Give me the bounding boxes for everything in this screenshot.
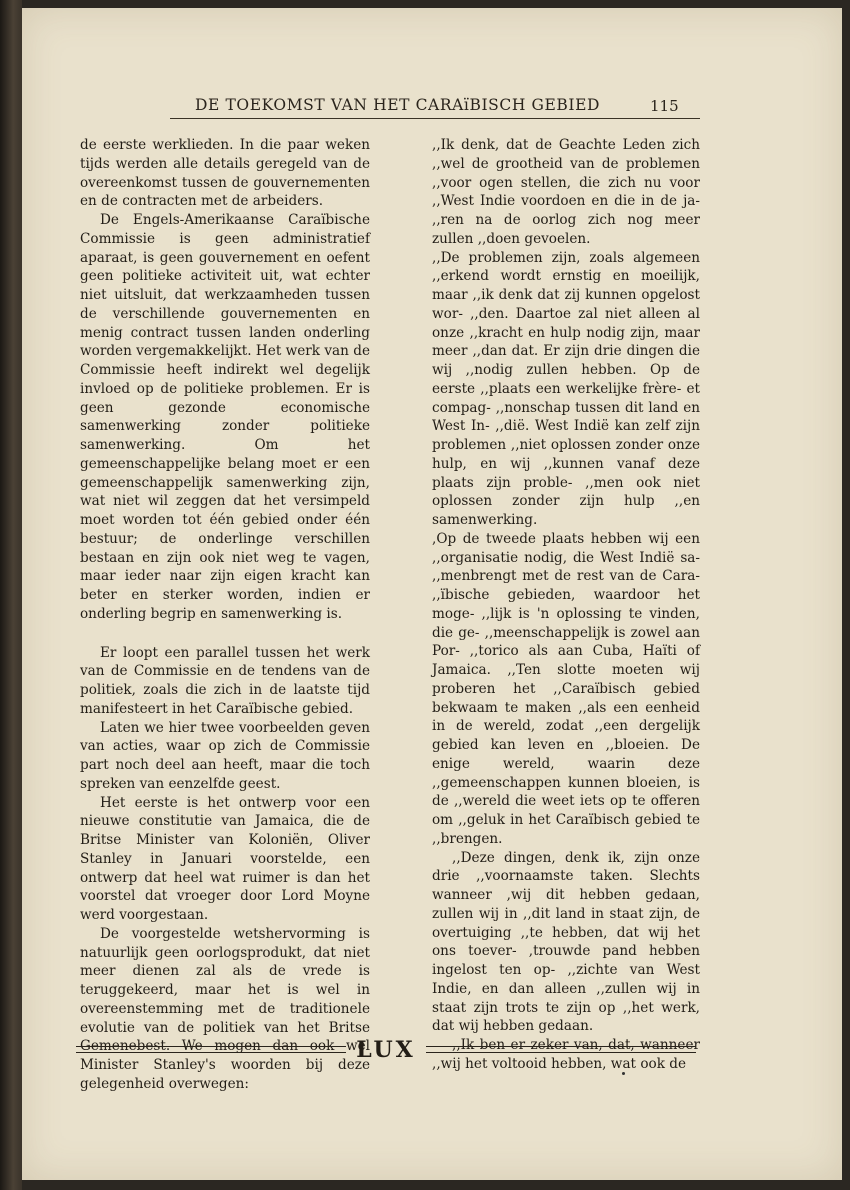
lux-logo: LUX	[356, 1037, 416, 1063]
quote-paragraph: ,,Ik denk, dat de Geachte Leden zich ,,wel de grootheid van de problemen ,,voor ogen stellen, die zich nu voor ,,West Indie voordoen en die in de ja- ,,ren na de oorlog zich nog meer zullen ,,doen gevoelen.	[432, 137, 700, 247]
paragraph: De voorgestelde wetshervorming is natuurlijk geen oorlogsprodukt, dat niet meer dienen zal als de vrede is teruggekeerd, maar het is wel in overeenstemming met de traditionele evolutie van de politiek van het Britse Gemenebest. We mogen dan ook wel Minister Stanley's woorden bij deze gelegenheid overwegen:	[80, 925, 370, 1092]
header-rule	[170, 118, 700, 119]
footer-rule-right	[426, 1046, 696, 1053]
footer	[76, 1037, 696, 1063]
right-column	[432, 136, 700, 1074]
paragraph: Laten we hier twee voorbeelden geven van acties, waar op zich de Commissie part noch deel aan heeft, maar die toch spreken van eenzelfde geest.	[80, 719, 370, 792]
book-spine	[0, 0, 22, 1190]
quote-paragraph: ,,De problemen zijn, zoals algemeen ,,erkend wordt ernstig en moeilijk, maar ,,ik denk dat zij kunnen opgelost wor- ,,den. Daartoe zal niet alleen al onze ,,kracht en hulp nodig zijn, maar meer ,,dan dat. Er zijn drie dingen die wij ,,nodig zullen hebben. Op de eerste ,,plaats een werkelijke frère- et compag- ,,nonschap tussen dit land en West In- ,,dië. West Indië kan zelf zijn problemen ,,niet oplossen zonder onze hulp, en wij ,,kunnen vanaf deze plaats zijn proble- ,,men ook niet oplossen zonder zijn hulp ,,en samenwerking.	[432, 249, 700, 528]
footer-rule-left	[76, 1046, 346, 1053]
ink-speck	[622, 1072, 625, 1075]
running-head: DE TOEKOMST VAN HET CARAïBISCH GEBIED	[195, 96, 601, 114]
paragraph: Het eerste is het ontwerp voor een nieuwe constitutie van Jamaica, die de Britse Minister van Koloniën, Oliver Stanley in Januari voorstelde, een ontwerp dat heel wat ruimer is dan het voorstel dat vroeger door Lord Moyne werd voorgestaan.	[80, 794, 370, 923]
paragraph: De Engels-Amerikaanse Caraïbische Commissie is geen administratief aparaat, is geen gouvernement en oefent geen politieke activiteit uit, wat echter niet uitsluit, dat werkzaamheden tussen de verschillende gouvernementen en menig contract tussen landen onderling worden vergemakkelijkt. Het werk van de Commissie heeft indirekt wel degelijk invloed op de politieke problemen. Er is geen gezonde economische samenwerking zonder politieke samenwerking. Om het gemeenschappelijke belang moet er een gemeenschappelijk samenwerking zijn, wat niet wil zeggen dat het versimpeld moet worden tot één gebied onder één bestuur; de onderlinge verschillen bestaan en zijn ook niet weg te vagen, maar ieder naar zijn eigen kracht kan beter en sterker worden, indien er onderling begrip en samenwerking is.	[80, 212, 370, 622]
quote-paragraph: ,,Deze dingen, denk ik, zijn onze drie ,,voornaamste taken. Slechts wanneer ,wij dit hebben gedaan, zullen wij in ,,dit land in staat zijn, de overtuiging ,,te hebben, dat wij het ons toever- ,trouwde pand hebben ingelost ten op- ,,zichte van West Indie, en dan alleen ,,zullen wij in staat zijn trots te zijn op ,,het werk, dat wij hebben gedaan.	[432, 849, 700, 1035]
quote-paragraph: ,Op de tweede plaats hebben wij een ,,organisatie nodig, die West Indië sa- ,,menbrengt met de rest van de Cara- ,,ïbische gebieden, waardoor het moge- ,,lijk is 'n oplossing te vinden, die ge- ,,meenschappelijk is zowel aan Por- ,,torico als aan Cuba, Haïti of Jamaica. ,,Ten slotte moeten wij proberen het ,,Caraïbisch gebied bekwaam te maken ,,als een eenheid in de wereld, zodat ,,een dergelijk gebied kan leven en ,,bloeien. De enige wereld, waarin deze ,,gemeenschappen kunnen bloeien, is de ,,wereld die weet iets op te offeren om ,,geluk in het Caraïbisch gebied te ,,brengen.	[432, 530, 700, 847]
page-number: 115	[650, 97, 679, 115]
paragraph: de eerste werklieden. In die paar weken tijds werden alle details geregeld van de overeenkomst tussen de gouvernementen en de contracten met de arbeiders.	[80, 137, 370, 210]
left-column	[80, 136, 370, 1094]
paragraph: Er loopt een parallel tussen het werk van de Commissie en de tendens van de politiek, zoals die zich in de laatste tijd manifesteert in het Caraïbische gebied.	[80, 644, 370, 717]
quote-paragraph: ,,Ik ben er zeker van, dat, wanneer ,,wij het voltooid hebben, wat ook de	[432, 1037, 700, 1072]
